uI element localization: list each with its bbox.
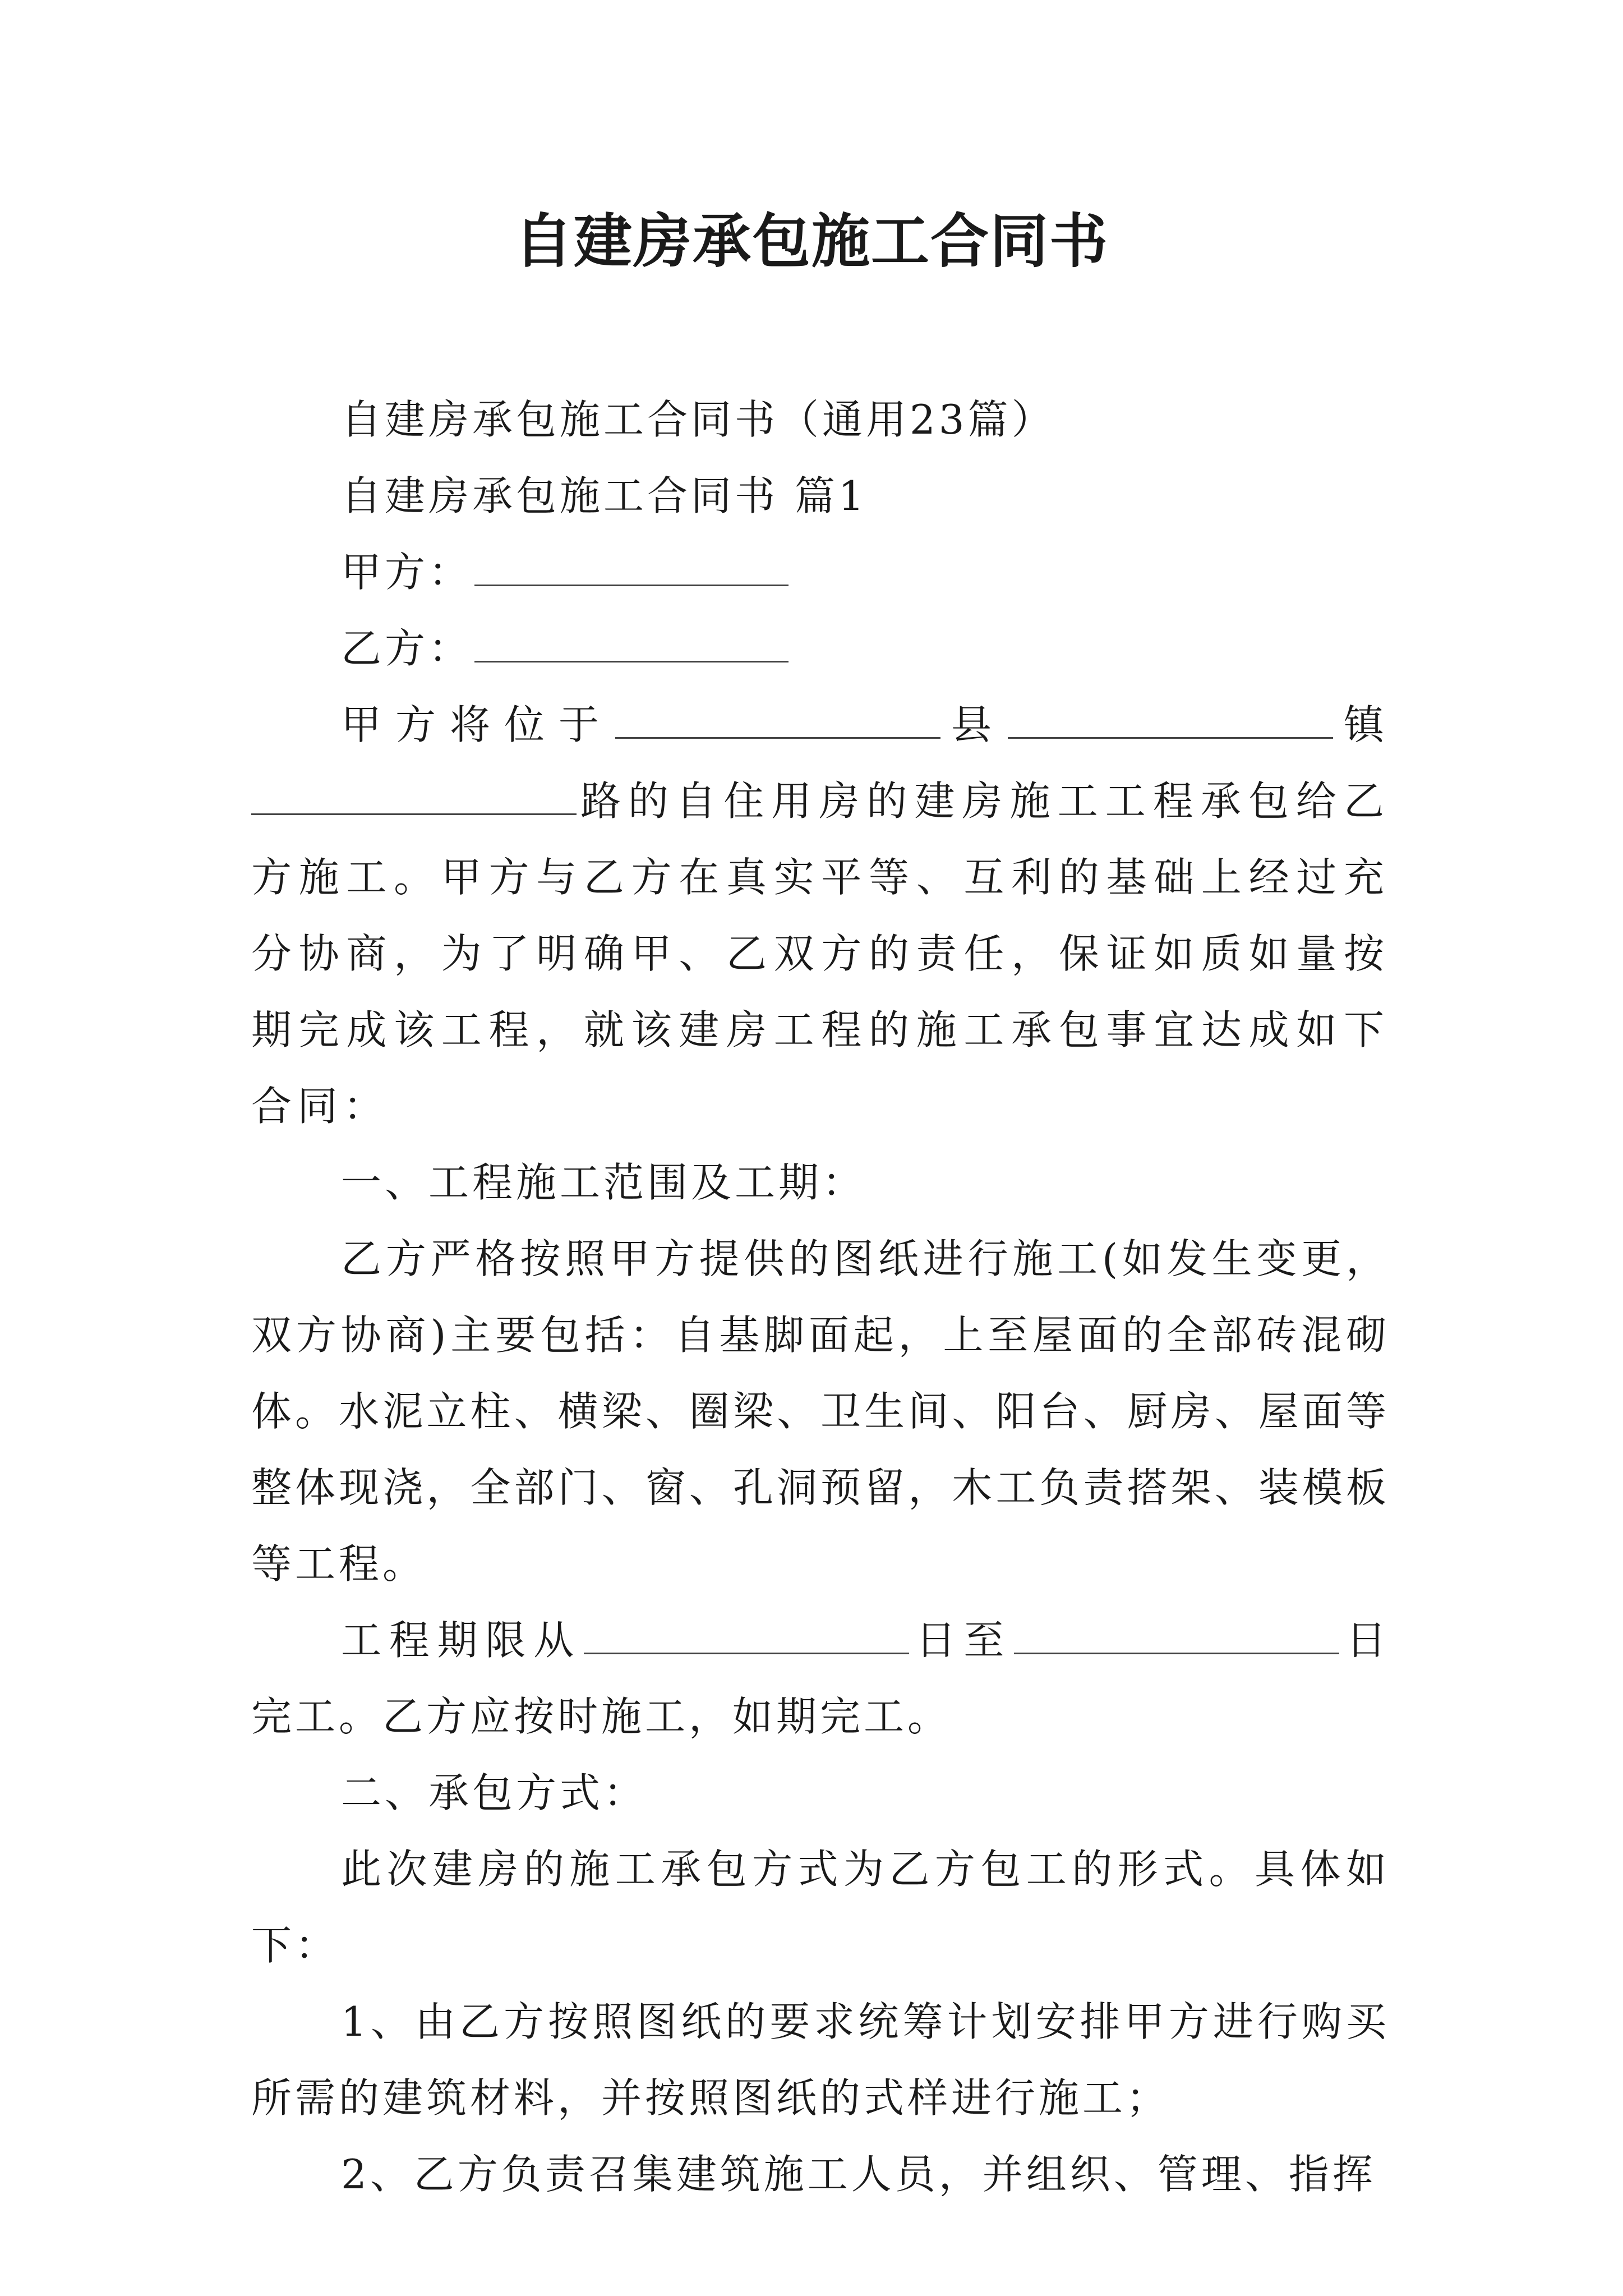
clause2-heading: 二、承包方式： [341,1769,648,1816]
party-b-line [251,610,1390,687]
period-part1: 工程期限从 [341,1617,582,1664]
intro-part3: 镇 [1335,701,1390,748]
intro-part2: 县 [942,701,1006,748]
section-heading: 自建房承包施工合同书 篇1 [341,472,868,519]
intro-part1: 甲方将位于 [341,701,613,748]
subtitle: 自建房承包施工合同书（通用23篇） [341,396,1055,443]
county-blank [615,703,940,739]
party-b-label: 乙方： [341,625,473,672]
road-blank [251,780,577,815]
start-date-blank [584,1619,909,1654]
item2: 2、乙方负责召集建筑施工人员，并组织、管理、指挥 [341,2151,1376,2198]
period-part3: 日完工。乙方应按时施工，如期完工。 [251,1617,1390,1740]
intro-paragraph [251,687,1390,1144]
end-date-blank [1014,1619,1339,1654]
clause2-text: 此次建房的施工承包方式为乙方包工的形式。具体如下： [251,1846,1390,1969]
period-part2: 日至 [911,1617,1012,1664]
document-title: 自建房承包施工合同书 [514,206,1109,275]
party-a-label: 甲方： [341,549,473,596]
period-paragraph [251,1602,1390,1755]
intro-part4: 路的自住用房的建房施工工程承包给乙方施工。甲方与乙方在真实平等、互利的基础上经过充分协商，为了明确甲、乙双方的责任，保证如质如量按期完成该工程，就该建房工程的施工承包事宜达成如下合同： [251,777,1390,1130]
clause1-text: 乙方严格按照甲方提供的图纸进行施工(如发生变更，双方协商)主要包括：自基脚面起，上至屋面的全部砖混砌体。水泥立柱、横梁、圈梁、卫生间、阳台、厨房、屋面等整体现浇，全部门、窗、孔洞预留，木工负责搭架、装模板等工程。 [251,1235,1390,1588]
clause1-heading: 一、工程施工范围及工期： [341,1159,866,1206]
party-a-blank [474,551,789,586]
document-body [251,381,1390,2212]
item1: 1、由乙方按照图纸的要求统筹计划安排甲方进行购买所需的建筑材料，并按照图纸的式样进行施工； [251,1998,1390,2122]
party-a-line [251,534,1390,610]
party-b-blank [474,627,789,662]
town-blank [1008,703,1333,739]
